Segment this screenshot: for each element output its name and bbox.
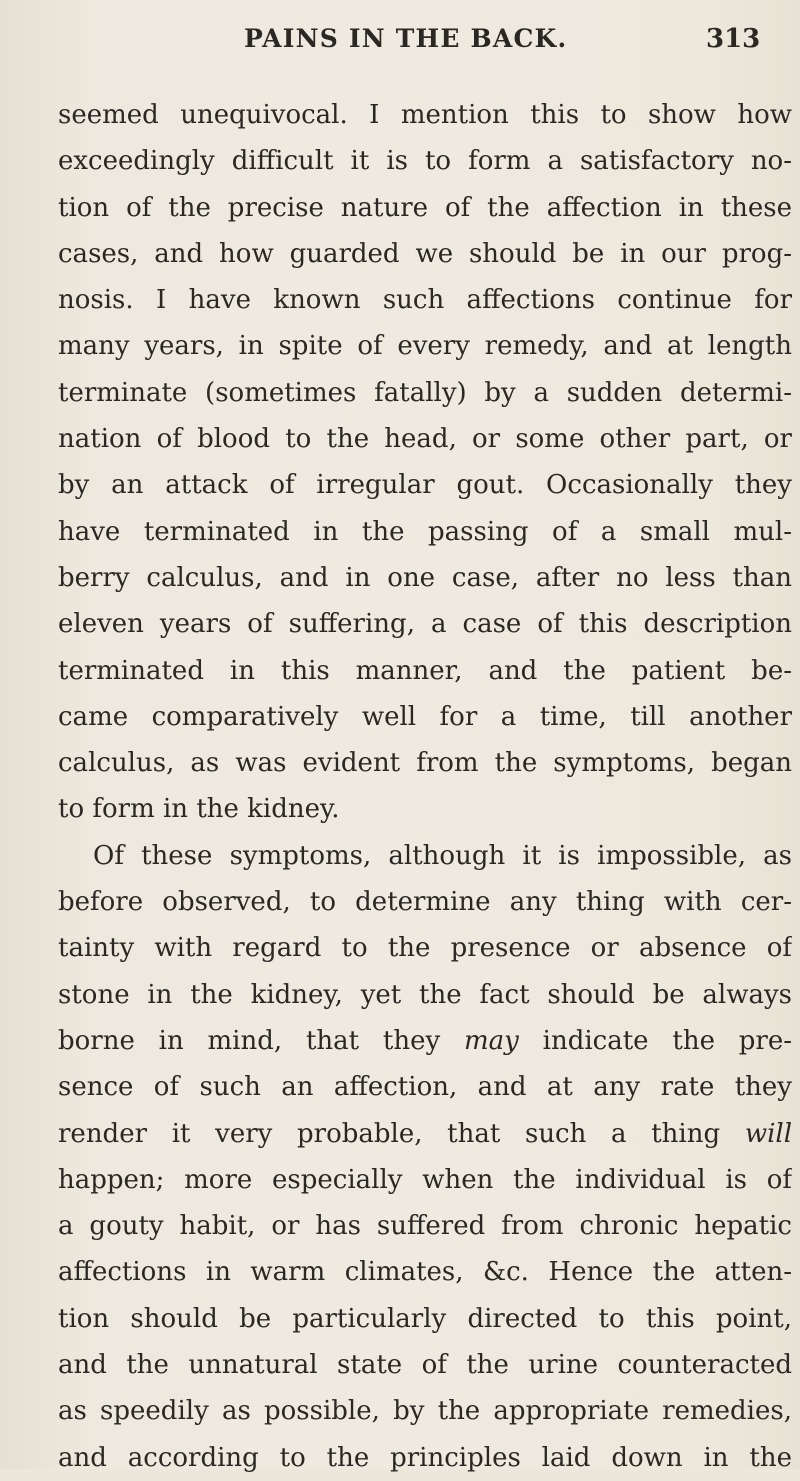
text-segment: borne in mind, that they (58, 1025, 441, 1056)
text-line-with-italic (58, 1111, 792, 1157)
text-line: have terminated in the passing of a small mul- (58, 516, 792, 547)
text-line: happen; more especially when the individual is of (58, 1164, 792, 1195)
text-line: eleven years of suffering, a case of this description (58, 609, 792, 640)
page-number: 313 (706, 24, 761, 54)
text-line: sence of such an affection, and at any rate they (58, 1072, 792, 1103)
running-title: PAINS IN THE BACK. (244, 24, 568, 53)
text-line: berry calculus, and in one case, after no less than (58, 562, 792, 593)
text-line: tainty with regard to the presence or absence of (58, 933, 792, 964)
text-segment: indicate the pre- (542, 1025, 792, 1056)
text-line: terminate (sometimes fatally) by a sudden determi- (58, 377, 792, 408)
text-line: came comparatively well for a time, till another (58, 701, 792, 732)
text-line: as speedily as possible, by the appropriate remedies, (58, 1396, 792, 1427)
text-line: to form in the kidney. (58, 794, 340, 825)
text-line: exceedingly difficult it is to form a satisfactory no- (58, 146, 792, 177)
text-line: nation of blood to the head, or some other part, or (58, 424, 792, 455)
text-segment: render it very probable, that such a thing (58, 1118, 721, 1149)
italic-word: may (464, 1025, 519, 1056)
running-header (0, 24, 800, 64)
text-line: tion of the precise nature of the affection in these (58, 192, 792, 223)
text-line: many years, in spite of every remedy, and at length (58, 331, 792, 362)
text-line: and the unnatural state of the urine counteracted (58, 1350, 792, 1381)
text-line-with-italic (58, 1018, 792, 1064)
text-line: and according to the principles laid down in the (58, 1442, 792, 1473)
text-line: seemed unequivocal. I mention this to show how (58, 100, 792, 130)
text-line: Of these symptoms, although it is impossible, as (93, 840, 792, 871)
body-text (58, 92, 792, 1481)
italic-word: will (744, 1118, 792, 1149)
text-line: stone in the kidney, yet the fact should be always (58, 979, 792, 1010)
text-line: tion should be particularly directed to this point, (58, 1303, 792, 1334)
text-line: cases, and how guarded we should be in our prog- (58, 238, 792, 269)
text-line: nosis. I have known such affections continue for (58, 285, 792, 316)
text-line: by an attack of irregular gout. Occasionally they (58, 470, 792, 501)
text-line: a gouty habit, or has suffered from chronic hepatic (58, 1211, 792, 1242)
text-line: before observed, to determine any thing with cer- (58, 887, 792, 918)
text-line: terminated in this manner, and the patient be- (58, 655, 792, 686)
text-line: calculus, as was evident from the symptoms, began (58, 748, 792, 779)
text-line: affections in warm climates, &c. Hence the atten- (58, 1257, 792, 1288)
